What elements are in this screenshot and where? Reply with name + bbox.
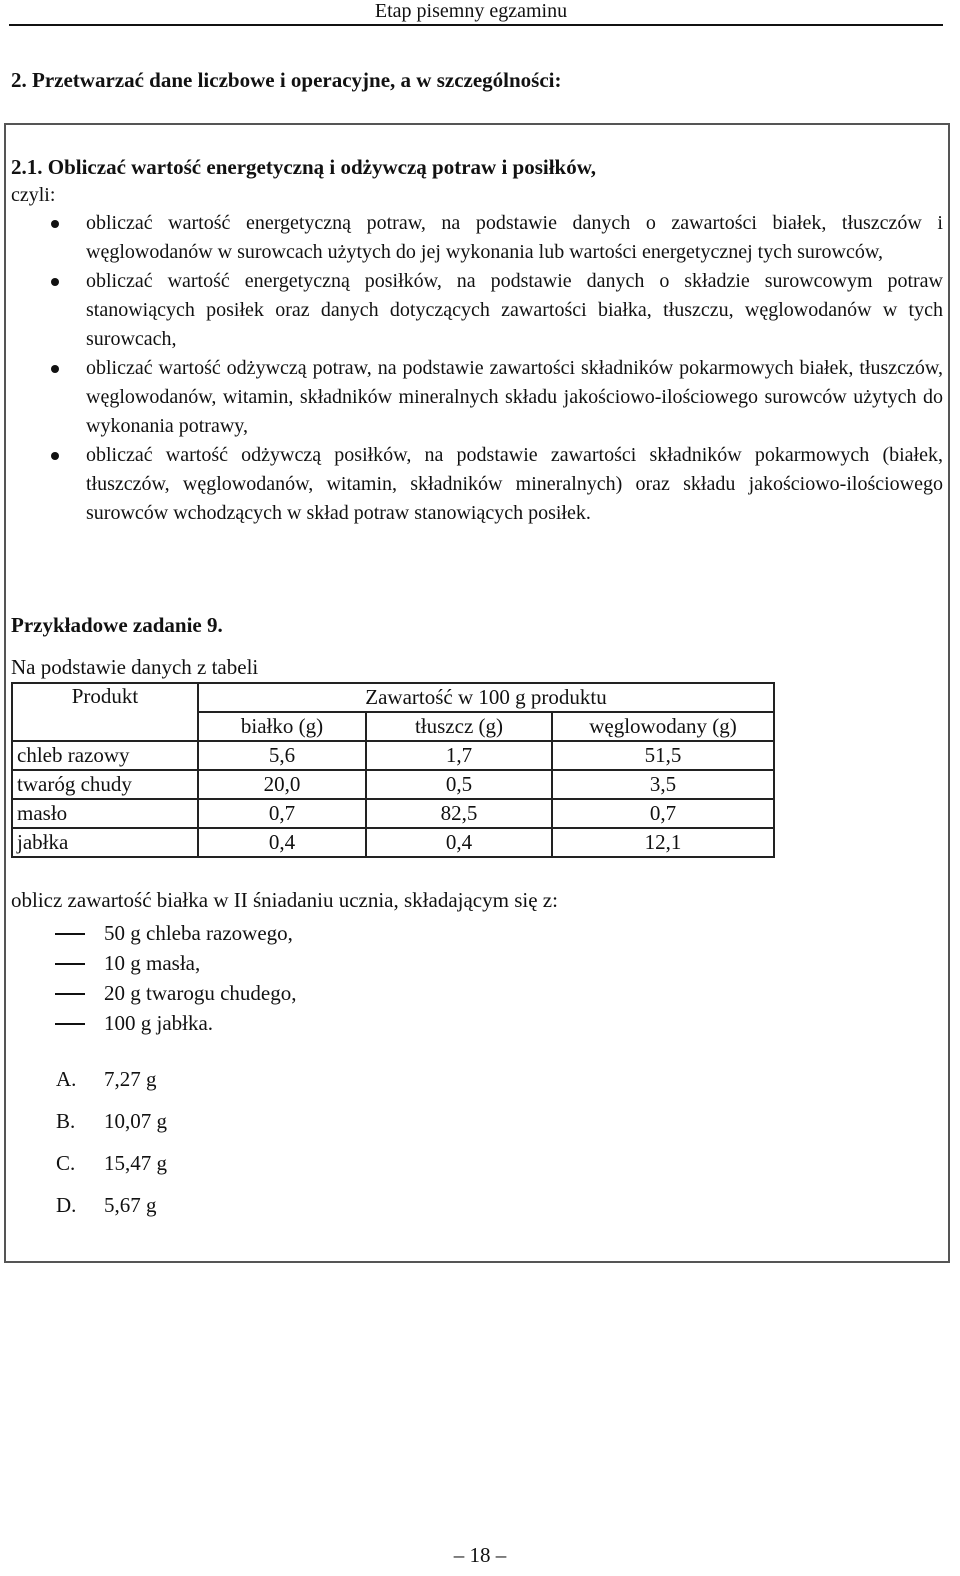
nutrition-table (11, 682, 775, 858)
answer-letter: B. (56, 1109, 76, 1133)
carbs-cell: 12,1 (552, 828, 774, 857)
answer-text: 5,67 g (104, 1193, 157, 1217)
question-text: oblicz zawartość białka w II śniadaniu ucznia, składającym się z: (11, 888, 558, 912)
list-item: obliczać wartość energetyczną potraw, na podstawie danych o zawartości białek, tłuszczów i węglowodanów w surowcach użytych do jej wykonania lub wartości energetycznej tych surowców, (11, 209, 943, 267)
page-header-title: Etap pisemny egzaminu (374, 0, 568, 22)
product-cell: twaróg chudy (12, 770, 198, 799)
answer-option-b[interactable] (56, 1106, 167, 1148)
answer-letter: D. (56, 1193, 77, 1217)
answer-letter: A. (56, 1067, 77, 1091)
answer-text: 7,27 g (104, 1067, 157, 1091)
subsection-heading: 2.1. Obliczać wartość energetyczną i odżywczą potraw i posiłków, (11, 155, 596, 179)
list-item: obliczać wartość odżywczą posiłków, na podstawie zawartości składników pokarmowych (białek, tłuszczów, węglowodanów, witamin, składników mineralnych) oraz składu jakościowo-ilościowego surowców wchodzących w skład potraw stanowiących posiłek. (11, 441, 943, 528)
answer-options (56, 1064, 167, 1232)
product-column-header: Produkt (12, 683, 198, 741)
bullet-icon (51, 365, 59, 373)
fat-cell: 1,7 (366, 741, 552, 770)
header-rule (9, 24, 943, 26)
list-item: 50 g chleba razowego, (11, 918, 296, 948)
list-item: obliczać wartość energetyczną posiłków, na podstawie danych o składzie surowcowym potraw stanowiących posiłek oraz danych dotyczących zawartości białka, tłuszczu, węglowodanów w tych surowcach, (11, 267, 943, 354)
list-item: 20 g twarogu chudego, (11, 978, 296, 1008)
product-cell: chleb razowy (12, 741, 198, 770)
list-item: obliczać wartość odżywczą potraw, na podstawie zawartości składników pokarmowych białek, tłuszczów, węglowodanów, witamin, składników mineralnych składu jakościowo-ilościowego surowców użytych do wykonania potrawy, (11, 354, 943, 441)
protein-cell: 20,0 (198, 770, 366, 799)
carbs-cell: 0,7 (552, 799, 774, 828)
protein-cell: 5,6 (198, 741, 366, 770)
skills-list (11, 209, 943, 528)
product-cell: masło (12, 799, 198, 828)
table-row (12, 799, 774, 828)
product-cell: jabłka (12, 828, 198, 857)
answer-text: 10,07 g (104, 1109, 167, 1133)
table-header-row (12, 683, 774, 712)
answer-option-a[interactable] (56, 1064, 167, 1106)
column-header-protein: białko (g) (198, 712, 366, 741)
list-item: 10 g masła, (11, 948, 296, 978)
answer-letter: C. (56, 1151, 76, 1175)
answer-text: 15,47 g (104, 1151, 167, 1175)
example-title: Przykładowe zadanie 9. (11, 613, 223, 637)
answer-option-d[interactable] (56, 1190, 167, 1232)
bullet-icon (51, 452, 59, 460)
dash-icon (55, 993, 85, 995)
example-intro: Na podstawie danych z tabeli (11, 655, 259, 679)
dash-icon (55, 933, 85, 935)
fat-cell: 0,5 (366, 770, 552, 799)
subsection-continuation: czyli: (11, 184, 56, 206)
answer-option-c[interactable] (56, 1148, 167, 1190)
protein-cell: 0,7 (198, 799, 366, 828)
fat-cell: 0,4 (366, 828, 552, 857)
fat-cell: 82,5 (366, 799, 552, 828)
table-row (12, 741, 774, 770)
meal-items-list (11, 918, 296, 1038)
content-group-header: Zawartość w 100 g produktu (198, 683, 774, 712)
table-row (12, 770, 774, 799)
list-item: 100 g jabłka. (11, 1008, 296, 1038)
column-header-fat: tłuszcz (g) (366, 712, 552, 741)
protein-cell: 0,4 (198, 828, 366, 857)
bullet-icon (51, 220, 59, 228)
page-number: – 18 – (453, 1543, 507, 1567)
bullet-icon (51, 278, 59, 286)
table-row (12, 828, 774, 857)
carbs-cell: 51,5 (552, 741, 774, 770)
section-heading: 2. Przetwarzać dane liczbowe i operacyjne, a w szczególności: (11, 68, 562, 92)
carbs-cell: 3,5 (552, 770, 774, 799)
dash-icon (55, 963, 85, 965)
dash-icon (55, 1023, 85, 1025)
column-header-carbs: węglowodany (g) (552, 712, 774, 741)
